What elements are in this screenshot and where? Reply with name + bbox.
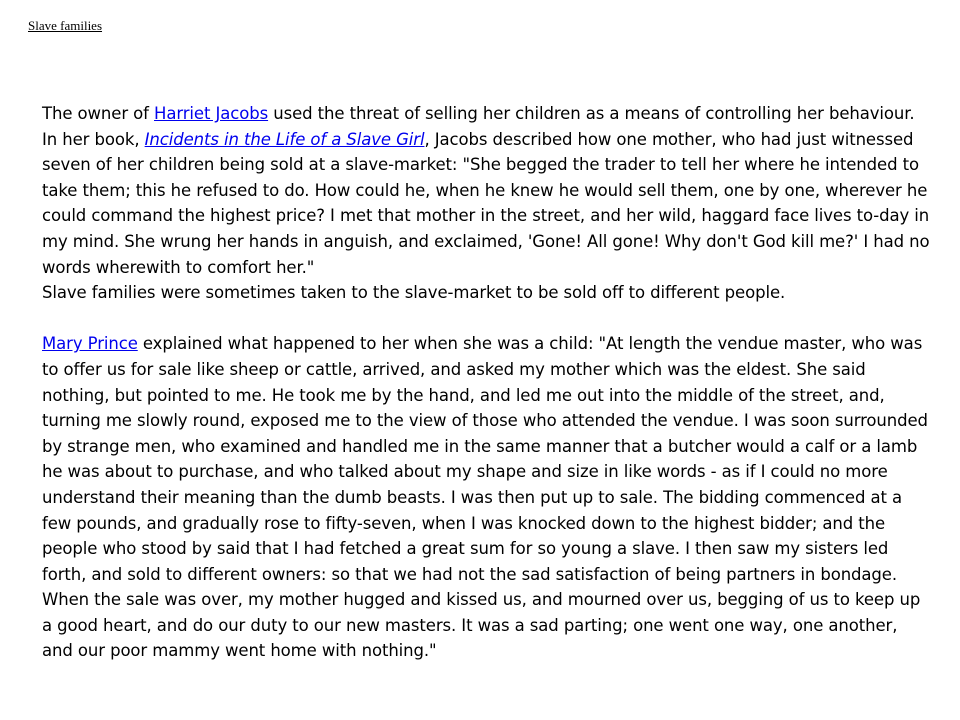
paragraph-closing-line: Slave families were sometimes taken to the slave-market to be sold off to different people. <box>42 283 786 303</box>
paragraph-jacobs-text-1: The owner of <box>42 104 155 123</box>
mary-prince-link[interactable]: Mary Prince <box>42 334 138 354</box>
paragraph-spacer <box>42 306 930 332</box>
slide-title-link[interactable]: Slave families <box>28 18 103 33</box>
paragraph-jacobs-text-3: , Jacobs described how one mother, who had just witnessed seven of her children being sold at a slave-market: "She begged the trader to tell her where he intended to take them; this he refused to do. How could he, when he knew he would sell them, one by one, wherever he could command the highest price? I met that mother in the street, and her wild, haggard face lives to-day in my mind. She wrung her hands in anguish, and exclaimed, 'Gone! All gone! Why don't God kill me?' I had no words wherewith to comfort her." <box>42 129 930 277</box>
paragraph-jacobs <box>42 101 930 280</box>
incidents-book-link[interactable]: Incidents in the Life of a Slave Girl <box>144 129 425 149</box>
harriet-jacobs-link[interactable]: Harriet Jacobs <box>154 104 269 123</box>
paragraph-prince <box>42 331 930 664</box>
paragraph-prince-text-2: explained what happened to her when she was a child: "At length the vendue master, who was to offer us for sale like sheep or cattle, arrived, and asked my mother which was the eldest. She said nothing, but pointed to me. He took me by the hand, and led me out into the middle of the street, and, turning me slowly round, exposed me to the view of those who attended the vendue. I was soon surrounded by strange men, who examined and handled me in the same manner that a butcher would a calf or a lamb he was about to purchase, and who talked about my shape and size in like words - as if I could no more understand their meaning than the dumb beasts. I was then put up to sale. The bidding commenced at a few pounds, and gradually rose to fifty-seven, when I was knocked down to the highest bidder; and the people who stood by said that I had fetched a great sum for so young a slave. I then saw my sisters led forth, and sold to different owners: so that we had not the sad satisfaction of being partners in bondage. When the sale was over, my mother hugged and kissed us, and mourned over us, begging of us to keep up a good heart, and do our duty to our new masters. It was a sad parting; one went one way, one another, and our poor mammy went home with nothing." <box>42 334 928 661</box>
body-text <box>42 101 930 664</box>
paragraph-jacobs-text-2: used the threat of selling her children as a means of controlling her behaviour. In her book, <box>42 104 915 149</box>
